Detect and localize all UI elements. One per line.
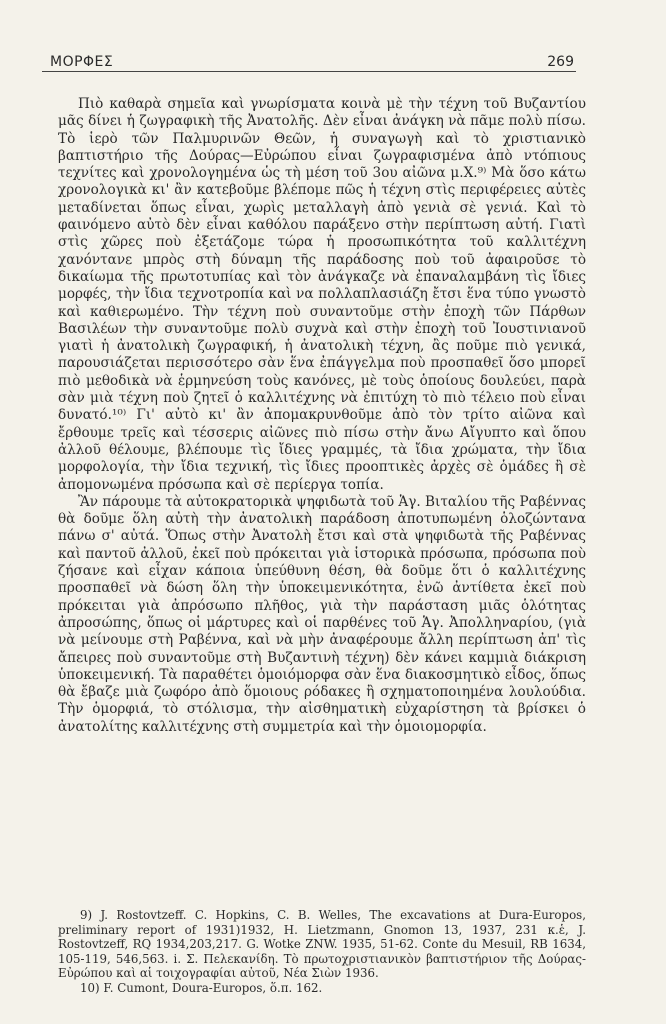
- footnote-10: 10) F. Cumont, Doura-Europos, ὅ.π. 162.: [80, 980, 323, 995]
- header-rule: [42, 71, 576, 72]
- paragraph-2: Ἂν πάρουμε τὰ αὐτοκρατορικὰ ψηφιδωτὰ τοῦ Ἁγ. Βιταλίου τῆς Ραβέννας θὰ δοῦμε ὅλη αὐτὴ τὴν ἀνατολικὴ παράδοση ἀποτυπωμένη ὁλοζώντανα πάνω σ' αὐτά. Ὅπως στὴν Ἀνατολὴ ἔτσι καὶ στὰ ψηφιδωτὰ τῆς Ραβέννας καὶ παντοῦ ἀλλοῦ, ἐκεῖ ποὺ πρόκειται γιὰ ἱστορικὰ πρόσωπα, πρόσωπα ποὺ ζήσανε καὶ εἶχαν κάποια ὑπεύθυνη θέση, θὰ δοῦμε ὅτι ὁ καλλιτέχνης προσπαθεῖ νὰ δώση ὅλη τὴν ὑποκειμενικότητα, ἐνῶ ἀντίθετα ἐκεῖ ποὺ πρόκειται γιὰ ἀπρόσωπο πλῆθος, γιὰ τὴν παράσταση μιᾶς ὁλότητας ἀπροσώπης, ὅπως οἱ μάρτυρες καὶ οἱ παρθένες τοῦ Ἁγ. Ἀπολληναρίου, (γιὰ νὰ μείνουμε στὴ Ραβέννα, καὶ νὰ μὴν ἀναφέρουμε ἄλλη περίπτωση ἀπ' τὶς ἄπειρες ποὺ συναντοῦμε στὴ Βυζαντινὴ τέχνη) δὲν κάνει καμμιὰ διάκριση ὑποκειμενική. Τὰ παραθέτει ὁμοιόμορφα σὰν ἕνα διακοσμητικὸ εἶδος, ὅπως θὰ ἔβαζε μιὰ ζωφόρο ἀπὸ ὅμοιους ρόδακες ἢ σχηματοποιημένα λουλούδια. Τὴν ὁμορφιά, τὸ στόλισμα, τὴν αἰσθηματικὴ εὐχαρίστηση τὰ βρίσκει ὁ ἀνατολίτης καλλιτέχνης στὴ συμμετρία καὶ τὴν ὁμοιομορφία.: [58, 493, 586, 735]
- footnotes: [58, 908, 586, 996]
- footnote-9: 9) J. Rostovtzeff. C. Hopkins, C. B. Welles, The excavations at Dura-Europos, preliminary report of 1931)1932, H. Lietzmann, Gnomon 13, 1937, 231 κ.ἑ, J. Rostovtzeff, RQ 1934,203,217. G. Wotke ZNW. 1935, 51-62. Conte du Mesuil, RB 1634, 105-119, 546,563. i. Σ. Πελεκανίδη. Τὸ πρωτοχριστιανικὸν βαπτιστήριον τῆς Δούρας-Εὐρώπου καὶ αἱ τοιχογραφίαι αὐτοῦ, Νέα Σιὼν 1936.: [58, 908, 586, 981]
- paragraph-1: Πιὸ καθαρὰ σημεῖα καὶ γνωρίσματα κοινὰ μὲ τὴν τέχνη τοῦ Βυζαντίου μᾶς δίνει ἡ ζωγραφικὴ τῆς Ἀνατολῆς. Δὲν εἶναι ἀνάγκη νὰ πᾶμε πολὺ πίσω. Τὸ ἱερὸ τῶν Παλμυρινῶν Θεῶν, ἡ συναγωγὴ καὶ τὸ χριστιανικὸ βαπτιστήριο τῆς Δούρας—Εὐρώπου εἶναι ζωγραφισμένα ἀπὸ ντόπιους τεχνίτες καὶ χρονολογημένα ὡς τὴ μέση τοῦ 3ου αἰῶνα μ.Χ.⁹⁾ Μὰ ὅσο κάτω χρονολογικὰ κι' ἂν κατεβοῦμε βλέπομε πῶς ἡ τέχνη στὶς περιφέρειες αὐτὲς μεταδίνεται ὅπως εἶναι, χωρὶς μεταλλαγὴ ἀπὸ γενιὰ σὲ γενιά. Καὶ τὸ φαινόμενο αὐτὸ δὲν εἶναι καθόλου παράξενο στὴν περίπτωση αὐτή. Γιατὶ στὶς χῶρες ποὺ ἐξετάζομε τώρα ἡ προσωπικότητα τοῦ καλλιτέχνη χανόντανε μπρὸς στὴ δύναμη τῆς παράδοσης ποὺ τοῦ ἀφαιροῦσε τὸ δικαίωμα τῆς πρωτοτυπίας καὶ τὸν ἀνάγκαζε νὰ ἐπαναλαμβάνη τὶς ἴδιες μορφές, τὴν ἴδια τεχνοτροπία καὶ να πολλαπλασιάζη ἔτσι ἕνα τύπο γνωστὸ καὶ καθιερωμένο. Τὴν τέχνη ποὺ συναντοῦμε στὴν ἐποχὴ τῶν Πάρθων Βασιλέων τὴν συναντοῦμε πολὺ συχνὰ καὶ στὴν ἐποχὴ τοῦ Ἰουστινιανοῦ γιατὶ ἡ ἀνατολικὴ ζωγραφική, ἡ ἀνατολικὴ τέχνη, ἂς ποῦμε πιὸ γενικά, παρουσιάζεται περισσότερο σὰν ἕνα ἐπάγγελμα ποὺ προσπαθεῖ ὅσο μπορεῖ πιὸ μεθοδικὰ νὰ ἑρμηνεύση τοὺς κανόνες, μὲ τοὺς ὁποίους δουλεύει, παρὰ σὰν μιὰ τέχνη ποὺ ζητεῖ ὁ καλλιτέχνης νὰ ἐπιτύχη τὸ πιὸ τέλειο ποὺ εἶναι δυνατό.¹⁰⁾ Γι' αὐτὸ κι' ἂν ἀπομακρυνθοῦμε ἀπὸ τὸν τρίτο αἰῶνα καὶ ἔρθουμε τρεῖς καὶ τέσσερις αἰῶνες πιὸ πίσω στὴν ἄνω Αἴγυπτο καὶ ὅπου ἀλλοῦ θέλουμε, βλέπουμε τὶς ἴδιες γραμμές, τὰ ἴδια χρώματα, τὴν ἴδια μορφολογία, τὴν ἴδια τεχνική, τὶς ἴδιες προοπτικὲς ἀρχὲς σὲ ὁμάδες ἢ σὲ ἀπομονωμένα πρόσωπα καὶ σὲ περίεργα τοπία.: [58, 96, 586, 493]
- running-title: ΜΟΡΦΕΣ: [50, 54, 114, 70]
- body-text: [58, 96, 586, 736]
- page-number: 269: [547, 54, 574, 70]
- running-head: [50, 48, 574, 70]
